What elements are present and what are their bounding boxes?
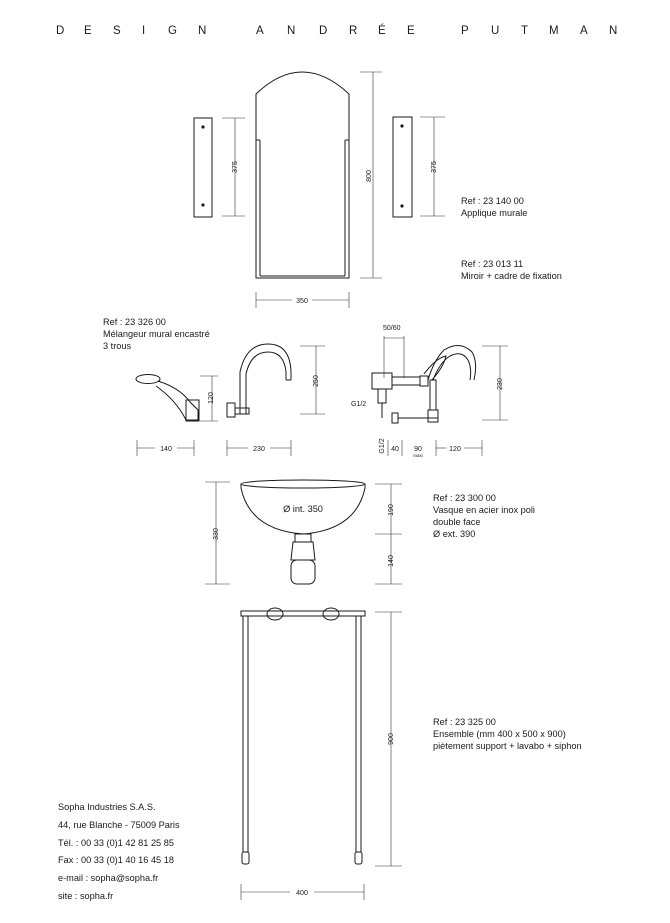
desc-stand-line1: Ensemble (mm 400 x 500 x 900)	[433, 729, 566, 739]
header-letter: I	[142, 25, 146, 37]
desc-basin-line1: Vasque en acier inox poli	[433, 505, 535, 515]
header-letter: M	[549, 25, 559, 37]
wall-lamp-left	[194, 118, 212, 217]
dim-350: 350	[296, 298, 308, 305]
header-letter: P	[461, 25, 469, 37]
mixer-side-view	[372, 345, 476, 423]
dim-120-front: 120	[208, 392, 215, 404]
dim-375-right: 375	[431, 161, 438, 173]
header-letter: E	[84, 25, 92, 37]
dim-120-side: 120	[449, 446, 461, 453]
desc-basin-line2: double face	[433, 517, 481, 527]
header-letter: N	[287, 25, 296, 37]
mirror-outline	[256, 72, 349, 278]
company-site[interactable]: site : sopha.fr	[58, 890, 114, 901]
header-letter: T	[521, 25, 529, 37]
ref-basin: Ref : 23 300 00	[433, 493, 496, 503]
header-letter: A	[580, 25, 588, 37]
dim-400: 400	[296, 890, 308, 897]
dim-5060: 50/60	[383, 325, 401, 332]
header-letter: D	[56, 25, 65, 37]
company-email[interactable]: e-mail : sopha@sopha.fr	[58, 873, 159, 884]
dim-900: 900	[388, 733, 395, 745]
desc-mixer-line2: 3 trous	[103, 341, 132, 351]
dim-g12-a: G1/2	[351, 401, 367, 408]
mixer-handle-front	[136, 375, 199, 422]
dim-g12-b: G1/2	[379, 438, 386, 454]
desc-wall-lamp: Applique murale	[461, 208, 528, 218]
wall-lamp-right	[393, 117, 412, 217]
dim-line-190-140	[375, 484, 402, 584]
dim-330: 330	[213, 528, 220, 540]
header-letter: G	[168, 25, 177, 37]
dim-90: 90	[414, 446, 422, 453]
dim-140: 140	[160, 446, 172, 453]
dim-800: 800	[366, 170, 373, 182]
desc-mixer-line1: Mélangeur mural encastré	[103, 329, 210, 339]
ref-stand: Ref : 23 325 00	[433, 717, 496, 727]
basin-drawing	[241, 480, 365, 584]
header-name-putman	[461, 25, 617, 37]
header-letter: R	[349, 25, 358, 37]
stand-drawing	[241, 608, 365, 864]
dim-190: 190	[388, 504, 395, 516]
dim-250: 250	[313, 375, 320, 387]
dim-line-230-side	[482, 346, 508, 420]
header-letter: É	[378, 25, 386, 37]
dim-230-front: 230	[253, 446, 265, 453]
dim-line-bottom-side	[388, 440, 482, 456]
company-info	[58, 799, 180, 906]
header-letter: A	[256, 25, 264, 37]
company-name: Sopha Industries S.A.S.	[58, 802, 156, 812]
dim-140-basin: 140	[388, 555, 395, 567]
ref-mixer: Ref : 23 326 00	[103, 317, 166, 327]
header-letter: N	[198, 25, 207, 37]
ref-mirror: Ref : 23 013 11	[461, 259, 524, 269]
desc-basin-line3: Ø ext. 390	[433, 529, 476, 539]
header-letter: N	[609, 25, 618, 37]
dim-40: 40	[391, 446, 399, 453]
desc-mirror: Miroir + cadre de fixation	[461, 271, 562, 281]
company-fax: Fax : 00 33 (0)1 40 16 45 18	[58, 855, 174, 866]
header-letter: D	[319, 25, 328, 37]
header-letter: S	[113, 25, 121, 37]
header-letter: U	[491, 25, 500, 37]
header-name-andree	[256, 24, 415, 37]
desc-stand-line2: piètement support + lavabo + siphon	[433, 741, 582, 751]
dim-375-left: 375	[232, 161, 239, 173]
dim-230-side: 230	[497, 378, 504, 390]
dim-line-5060	[384, 336, 404, 378]
spout-front	[227, 344, 291, 417]
dim-maxi: maxi	[413, 453, 423, 458]
header-letter: E	[407, 25, 415, 37]
ref-wall-lamp: Ref : 23 140 00	[461, 196, 524, 206]
company-address: 44, rue Blanche - 75009 Paris	[58, 819, 180, 830]
company-tel: Tél. : 00 33 (0)1 42 81 25 85	[58, 837, 174, 848]
header-design	[56, 25, 206, 37]
basin-int-label: Ø int. 350	[283, 504, 323, 514]
